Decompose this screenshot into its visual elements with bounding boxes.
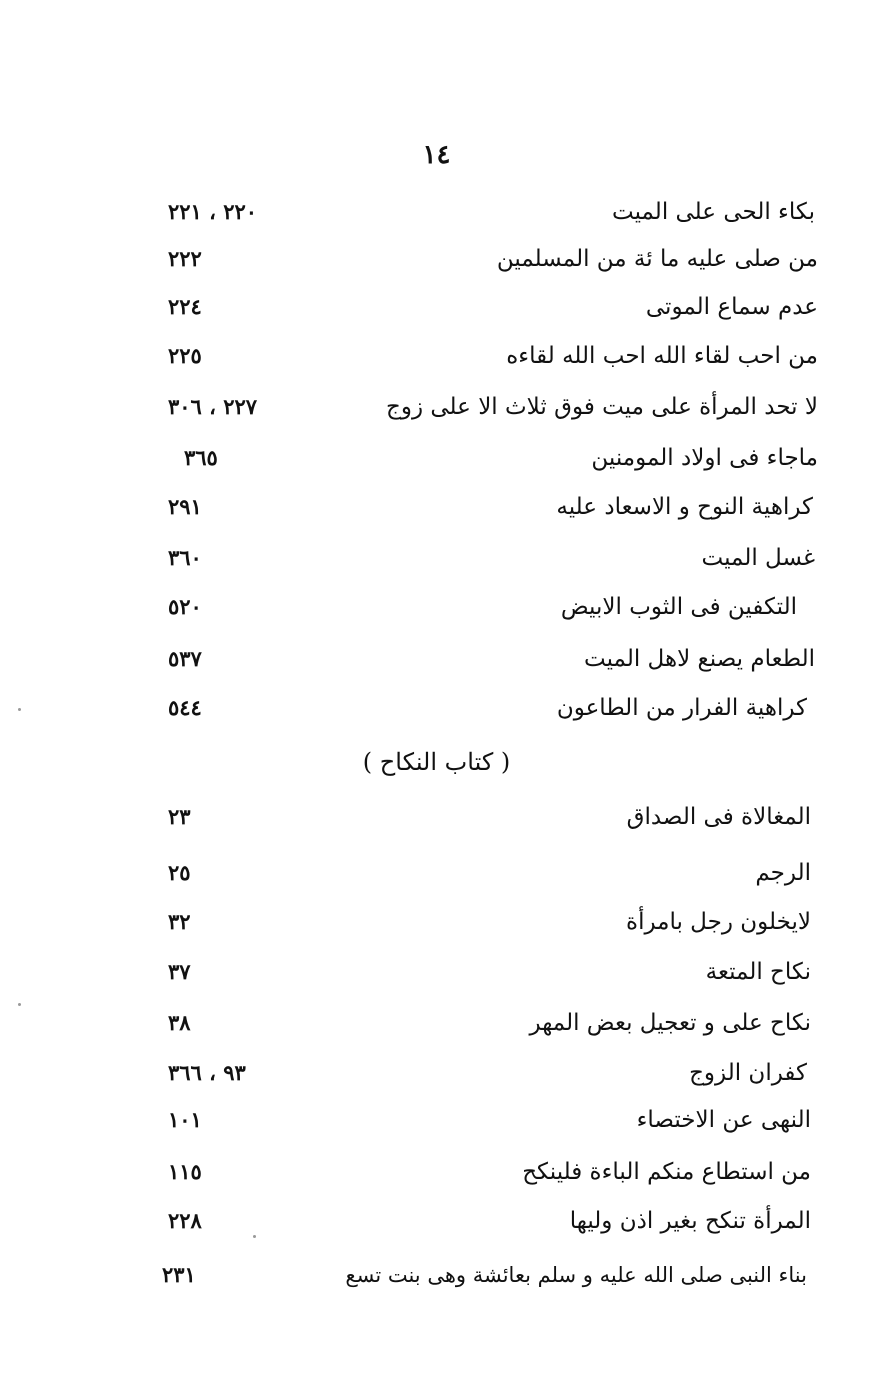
index-entry: [0, 1003, 873, 1043]
entry-pages: ١١٥: [168, 1159, 202, 1184]
index-entry: [0, 239, 873, 279]
entry-pages: ٢٥: [168, 860, 191, 885]
index-entry: [0, 438, 873, 478]
scan-speck: [18, 1003, 21, 1006]
scan-speck: [18, 708, 21, 711]
entry-pages: ٢٢٥: [168, 343, 202, 368]
entry-topic: لايخلون رجل بامرأة: [626, 909, 811, 935]
entry-pages: ٣٦٥: [184, 445, 218, 470]
entry-pages: ٩٣ ، ٣٦٦: [168, 1060, 246, 1085]
index-entry: [0, 336, 873, 376]
entry-topic: من صلى عليه ما ئة من المسلمين: [496, 246, 818, 272]
index-entry: [0, 902, 873, 942]
entry-pages: ٢٢٧ ، ٣٠٦: [168, 394, 258, 419]
entry-topic: بناء النبى صلى الله عليه و سلم بعائشة وهى بنت تسع: [345, 1263, 807, 1287]
entry-pages: ٢٢٢: [168, 246, 202, 271]
entry-topic: لا تحد المرأة على ميت فوق ثلاث الا على زوج: [386, 394, 818, 420]
entry-topic: بكاء الحى على الميت: [611, 199, 815, 225]
entry-topic: التكفين فى الثوب الابيض: [560, 594, 797, 620]
index-entry: [0, 688, 873, 728]
entry-pages: ٥٢٠: [168, 594, 202, 619]
entry-topic: المغالاة فى الصداق: [626, 804, 811, 830]
index-entry: [0, 1255, 873, 1295]
entry-pages: ١٠١: [168, 1107, 202, 1132]
index-entry: [0, 797, 873, 837]
entry-pages: ٣٢: [168, 909, 191, 934]
index-entry: [0, 192, 873, 232]
section-heading: ( كتاب النكاح ): [362, 748, 511, 776]
entry-topic: المرأة تنكح بغير اذن وليها: [569, 1208, 811, 1234]
entry-topic: ماجاء فى اولاد المومنين: [591, 445, 818, 471]
entry-topic: من احب لقاء الله احب الله لقاءه: [506, 343, 818, 369]
index-entry: [0, 538, 873, 578]
entry-pages: ٢٣: [168, 804, 191, 829]
entry-topic: نكاح على و تعجيل بعض المهر: [529, 1010, 811, 1036]
entry-pages: ٢٣١: [162, 1262, 196, 1287]
entry-topic: الرجم: [755, 860, 811, 886]
entry-pages: ٣٧: [168, 959, 191, 984]
entry-pages: ٢٢٤: [168, 294, 202, 319]
entry-pages: ٥٤٤: [168, 695, 202, 720]
entry-topic: كراهية النوح و الاسعاد عليه: [556, 494, 813, 520]
index-entry: [0, 1152, 873, 1192]
entry-topic: عدم سماع الموتى: [645, 294, 818, 320]
entry-pages: ٣٦٠: [168, 545, 202, 570]
entry-pages: ٢٢٠ ، ٢٢١: [168, 199, 258, 224]
scan-speck: [253, 1235, 256, 1238]
entry-topic: نكاح المتعة: [705, 959, 811, 985]
index-entry: [0, 952, 873, 992]
entry-topic: كفران الزوج: [689, 1060, 807, 1086]
entry-topic: غسل الميت: [701, 545, 815, 571]
page-number: ١٤: [422, 140, 451, 170]
index-entry: [0, 853, 873, 893]
entry-topic: من استطاع منكم الباءة فلينكح: [522, 1159, 811, 1185]
entry-pages: ٥٣٧: [168, 646, 202, 671]
entry-topic: كراهية الفرار من الطاعون: [556, 695, 807, 721]
index-entry: [0, 639, 873, 679]
entry-pages: ٣٨: [168, 1010, 191, 1035]
index-entry: [0, 487, 873, 527]
index-entry: [0, 1100, 873, 1140]
index-entry: [0, 1053, 873, 1093]
entry-topic: الطعام يصنع لاهل الميت: [584, 646, 815, 672]
index-entry: [0, 1201, 873, 1241]
index-entry: [0, 587, 873, 627]
entry-pages: ٢٢٨: [168, 1208, 202, 1233]
index-entry: [0, 287, 873, 327]
index-entry: [0, 387, 873, 427]
entry-topic: النهى عن الاختصاء: [636, 1107, 811, 1133]
entry-pages: ٢٩١: [168, 494, 202, 519]
